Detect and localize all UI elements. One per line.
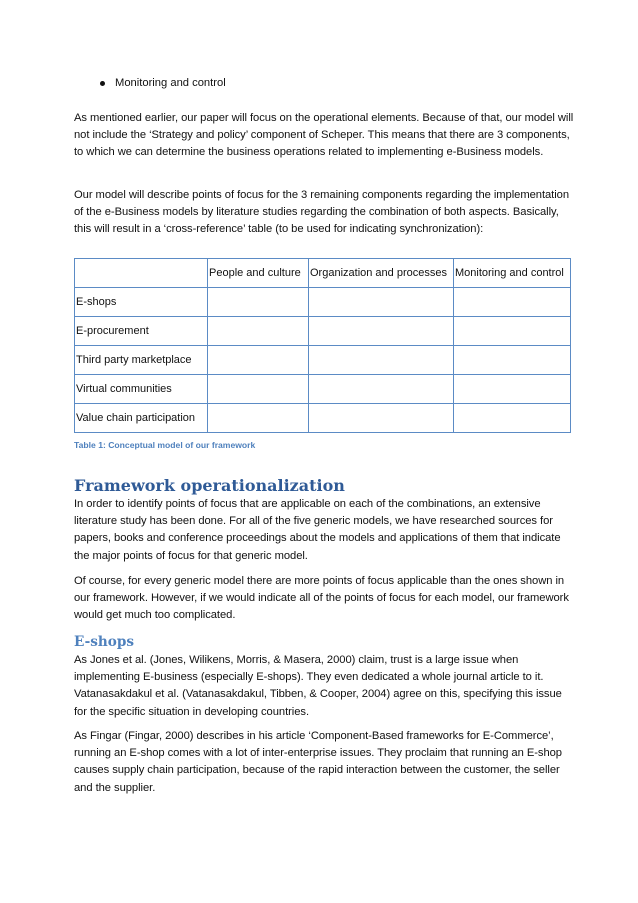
table-row-label: E-procurement — [75, 317, 208, 346]
table-cell — [454, 317, 571, 346]
table-cell — [208, 288, 309, 317]
table-cell — [309, 404, 454, 433]
table-cell — [454, 375, 571, 404]
paragraph-fingar: As Fingar (Fingar, 2000) describes in his article ‘Component-Based frameworks for E-Commerce’, running an E-shop comes with a lot of inter-enterprise issues. They proclaim that running an E-shop causes supply chain participation, because of the rapid interaction between the customer, the seller and the supplier. — [74, 730, 562, 794]
bullet-text: Monitoring and control — [115, 77, 226, 89]
table-cell — [208, 317, 309, 346]
table-cell — [208, 346, 309, 375]
table-cell — [454, 404, 571, 433]
table-caption: Table 1: Conceptual model of our framework — [74, 440, 256, 450]
table-row-label: E-shops — [75, 288, 208, 317]
table-row — [75, 346, 571, 375]
subsection-heading-eshops: E-shops — [74, 634, 135, 650]
table-header-cell: People and culture — [208, 259, 309, 288]
table-row-label: Value chain participation — [75, 404, 208, 433]
table-cell — [309, 288, 454, 317]
table-header-row — [75, 259, 571, 288]
table-cell — [454, 346, 571, 375]
table-row — [75, 317, 571, 346]
table-cell — [309, 346, 454, 375]
table-cell — [309, 317, 454, 346]
table-row — [75, 375, 571, 404]
table-row-label: Third party marketplace — [75, 346, 208, 375]
table-header-cell: Organization and processes — [309, 259, 454, 288]
table-row — [75, 288, 571, 317]
bullet-icon — [100, 81, 105, 86]
table-row-label: Virtual communities — [75, 375, 208, 404]
table-cell — [454, 288, 571, 317]
table-row — [75, 404, 571, 433]
table-header-cell — [75, 259, 208, 288]
paragraph-literature-study: In order to identify points of focus that are applicable on each of the combinations, an extensive literature study has been done. For all of the five generic models, we have researched sources for papers, books and conference proceedings about the models and applications of them that indicate the major points of focus for that generic model. — [74, 498, 561, 562]
section-heading-framework: Framework operationalization — [74, 476, 345, 495]
table-cell — [208, 375, 309, 404]
cross-reference-table — [74, 258, 571, 433]
table-header-cell: Monitoring and control — [454, 259, 571, 288]
paragraph-points-of-focus: Of course, for every generic model there are more points of focus applicable than the ones shown in our framework. However, if we would indicate all of the points of focus for each model, our framework would get much too complicated. — [74, 575, 569, 622]
table-cell — [309, 375, 454, 404]
table-cell — [208, 404, 309, 433]
paragraph-trust-issue: As Jones et al. (Jones, Wilikens, Morris, & Masera, 2000) claim, trust is a large issue when implementing E-business (especially E-shops). They even dedicated a whole journal article to it. Vatanasakdakul et al. (Vatanasakdakul, Tibben, & Cooper, 2004) agree on this, specifying this issue for the specific situation in developing countries. — [74, 654, 562, 718]
paragraph-operational-focus: As mentioned earlier, our paper will focus on the operational elements. Because of that, our model will not include the ‘Strategy and policy’ component of Scheper. This means that there are 3 components, to which we can determine the business operations related to implementing e-Business models. — [74, 112, 574, 159]
paragraph-model-description: Our model will describe points of focus for the 3 remaining components regarding the implementation of the e-Business models by literature studies regarding the combination of both aspects. Basically, this will result in a ‘cross-reference’ table (to be used for indicating synchronization): — [74, 189, 570, 236]
